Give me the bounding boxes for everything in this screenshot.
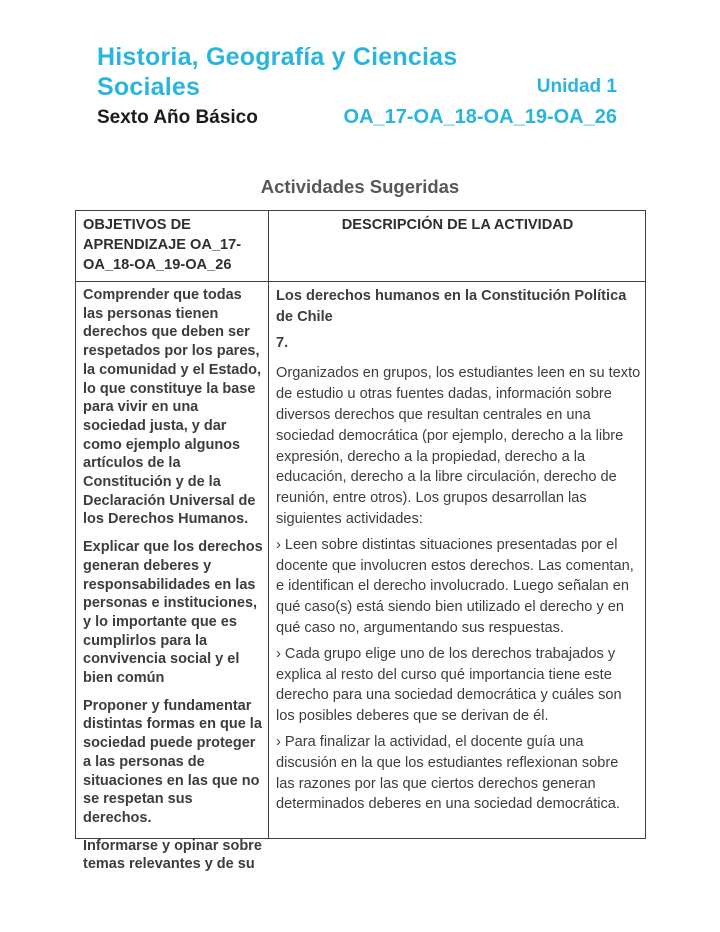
activities-table: [75, 210, 646, 873]
document-header: [0, 0, 720, 129]
description-column-header: DESCRIPCIÓN DE LA ACTIVIDAD: [269, 211, 646, 282]
activity-bullet: › Leen sobre distintas situaciones presentadas por el docente que involucren estos derechos. Las comentan, e identifican el derecho involucrado. Luego señalan en qué caso(s) está siendo bien utilizado el derecho y en qué caso no, argumentando sus respuestas.: [276, 536, 634, 636]
oa-codes: OA_17-OA_18-OA_19-OA_26: [343, 106, 617, 128]
subject-title: Historia, Geografía y Ciencias Sociales: [97, 43, 458, 101]
activity-bullets: [276, 535, 641, 815]
activity-text: [276, 286, 641, 836]
table-header-row: [76, 211, 646, 282]
title-block: [97, 42, 617, 102]
objectives-column-header: OBJETIVOS DE APRENDIZAJE OA_17-OA_18-OA_19-OA_26: [76, 211, 269, 282]
objective-paragraph: Comprender que todas las personas tienen derechos que deben ser respetados por los pares, la comunidad y el Estado, lo que constituye la base para vivir en una sociedad justa, y dar como ejemplo algunos artículos de la Constitución y de la Declaración Universal de los Derechos Humanos.: [83, 287, 262, 528]
objective-paragraph: Informarse y opinar sobre temas relevantes y de su: [83, 837, 262, 873]
unit-label: Unidad 1: [536, 76, 617, 97]
objective-paragraph: Explicar que los derechos generan deberes y responsabilidades en las personas e instituciones, y lo importante que es cumplirlos para la convivencia social y el bien común: [83, 539, 263, 687]
activity-bullet: › Cada grupo elige uno de los derechos trabajados y explica al resto del curso qué importancia tiene este derecho para una sociedad democrática y cuáles son los posibles deberes que se derivan de él.: [276, 645, 622, 725]
activity-bullet: › Para finalizar la actividad, el docente guía una discusión en la que los estudiantes reflexionan sobre las razones por las que ciertos derechos generan determinados deberes en una sociedad democrática.: [276, 733, 620, 813]
subtitle-row: [97, 106, 617, 129]
section-title: Actividades Sugeridas: [260, 176, 460, 197]
activity-title: Los derechos humanos en la Constitución Política de Chile: [276, 288, 627, 325]
activity-cell: [269, 282, 646, 839]
activity-number: 7.: [276, 334, 289, 351]
table-body-row: [76, 282, 646, 839]
grade-label: Sexto Año Básico: [97, 107, 258, 128]
objectives-cell: [76, 282, 269, 873]
objective-paragraph: Proponer y fundamentar distintas formas en que la sociedad puede proteger a las personas de situaciones en las que no se respetan sus derechos.: [83, 697, 262, 826]
activity-intro: Organizados en grupos, los estudiantes leen en su texto de estudio u otras fuentes dadas, información sobre diversos derechos que resultan centrales en una sociedad democrática (por ejemplo, derecho a la libre expresión, derecho a la propiedad, derecho a la educación, derecho a la libre circulación, derecho de reunión, entre otros). Los grupos desarrollan las siguientes actividades:: [276, 365, 641, 527]
objectives-text: [83, 286, 264, 873]
